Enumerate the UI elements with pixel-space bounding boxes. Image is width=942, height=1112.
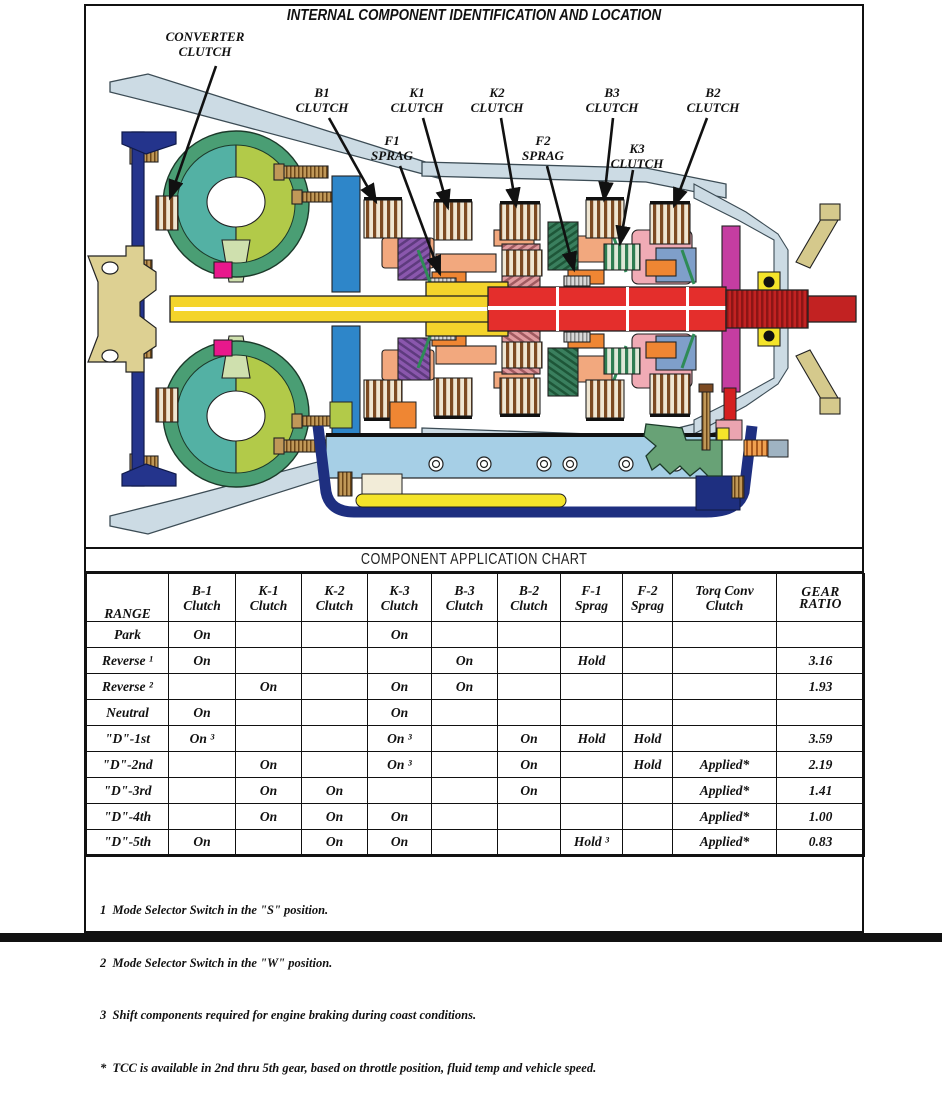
table-cell: Applied* xyxy=(673,804,777,830)
table-cell xyxy=(623,622,673,648)
k2-clutch-pack xyxy=(500,201,540,240)
page-title: INTERNAL COMPONENT IDENTIFICATION AND LOCATION xyxy=(286,7,662,24)
table-cell xyxy=(302,700,368,726)
range-cell: Reverse ¹ xyxy=(87,648,169,674)
table-cell: 3.16 xyxy=(777,648,865,674)
table-cell: On xyxy=(169,648,236,674)
table-cell: On xyxy=(236,752,302,778)
label-f2-sprag: F2 SPRAG xyxy=(522,133,564,163)
table-cell: On xyxy=(498,778,561,804)
table-cell xyxy=(432,752,498,778)
table-cell xyxy=(498,804,561,830)
converter-clutch-plates xyxy=(156,196,178,230)
table-cell xyxy=(236,726,302,752)
table-cell xyxy=(169,778,236,804)
table-cell xyxy=(623,804,673,830)
table-cell xyxy=(673,726,777,752)
table-cell xyxy=(302,648,368,674)
range-cell: "D"-2nd xyxy=(87,752,169,778)
table-row xyxy=(87,804,865,830)
table-cell: On xyxy=(368,700,432,726)
table-cell: On ³ xyxy=(368,752,432,778)
table-row xyxy=(87,700,865,726)
label-b2-clutch: B2 CLUTCH xyxy=(686,85,740,115)
table-row xyxy=(87,726,865,752)
table-cell xyxy=(673,622,777,648)
table-cell xyxy=(432,622,498,648)
column-header-k-2: K-2 Clutch xyxy=(302,574,368,622)
document-frame xyxy=(84,4,864,1075)
table-cell: On xyxy=(432,674,498,700)
table-cell xyxy=(368,648,432,674)
column-header-f-2: F-2 Sprag xyxy=(623,574,673,622)
table-cell xyxy=(673,648,777,674)
table-cell: On xyxy=(432,648,498,674)
output-bearing xyxy=(758,272,780,292)
parking-rod xyxy=(702,390,710,450)
table-cell xyxy=(498,648,561,674)
table-cell xyxy=(169,674,236,700)
table-cell: Applied* xyxy=(673,778,777,804)
b1-clutch-pack xyxy=(364,197,402,238)
table-cell xyxy=(498,622,561,648)
table-cell xyxy=(623,778,673,804)
label-b1-clutch: B1 CLUTCH xyxy=(295,85,349,115)
output-yoke xyxy=(796,204,840,268)
k3-clutch-pack xyxy=(604,244,640,270)
table-cell xyxy=(498,674,561,700)
table-cell: 3.59 xyxy=(777,726,865,752)
table-cell xyxy=(169,804,236,830)
table-cell: Applied* xyxy=(673,752,777,778)
table-cell xyxy=(673,700,777,726)
table-cell: On xyxy=(368,622,432,648)
table-row xyxy=(87,830,865,856)
column-header-f-1: F-1 Sprag xyxy=(561,574,623,622)
table-cell xyxy=(302,752,368,778)
table-cell xyxy=(561,700,623,726)
column-header-b-1: B-1 Clutch xyxy=(169,574,236,622)
table-cell xyxy=(432,700,498,726)
table-cell xyxy=(432,778,498,804)
table-cell: Applied* xyxy=(673,830,777,856)
table-cell: Hold ³ xyxy=(561,830,623,856)
component-application-table xyxy=(86,573,865,857)
label-b3-clutch: B3 CLUTCH xyxy=(585,85,639,115)
footnote-3: 3 Shift components required for engine braking during coast conditions. xyxy=(100,1008,477,1022)
column-header-gear: GEAR RATIO xyxy=(777,574,865,622)
k2-inner-pack xyxy=(502,250,542,276)
output-shaft xyxy=(488,287,856,331)
table-cell: On xyxy=(236,674,302,700)
table-cell xyxy=(561,804,623,830)
label-k1-clutch: K1 CLUTCH xyxy=(390,85,444,115)
table-row xyxy=(87,778,865,804)
table-cell: On xyxy=(368,674,432,700)
table-cell xyxy=(623,830,673,856)
table-cell xyxy=(777,700,865,726)
range-cell: "D"-3rd xyxy=(87,778,169,804)
column-header-k-3: K-3 Clutch xyxy=(368,574,432,622)
footnote-tcc: * TCC is available in 2nd thru 5th gear, based on throttle position, fluid temp and vehicle speed. xyxy=(100,1060,597,1075)
table-cell xyxy=(432,830,498,856)
table-cell: 1.93 xyxy=(777,674,865,700)
planetary-gear xyxy=(398,238,430,280)
b3-clutch-pack xyxy=(586,197,624,238)
table-cell: 1.41 xyxy=(777,778,865,804)
table-cell xyxy=(561,674,623,700)
table-row xyxy=(87,648,865,674)
footnote-1: 1 Mode Selector Switch in the "S" position. xyxy=(100,903,329,917)
table-cell: On ³ xyxy=(368,726,432,752)
table-cell xyxy=(368,778,432,804)
output-shaft-tip xyxy=(808,296,856,322)
table-cell xyxy=(302,674,368,700)
table-cell: 2.19 xyxy=(777,752,865,778)
chart-title-band xyxy=(86,547,862,573)
table-row xyxy=(87,674,865,700)
table-cell xyxy=(623,674,673,700)
table-cell xyxy=(673,674,777,700)
page-bottom-rule xyxy=(0,933,942,942)
footnotes xyxy=(86,857,862,1112)
footnote-2: 2 Mode Selector Switch in the "W" position. xyxy=(100,955,333,970)
table-cell xyxy=(498,700,561,726)
table-row xyxy=(87,752,865,778)
table-cell: Hold xyxy=(623,752,673,778)
range-cell: Reverse ² xyxy=(87,674,169,700)
range-cell: "D"-1st xyxy=(87,726,169,752)
label-f1-sprag: F1 SPRAG xyxy=(371,133,413,163)
table-cell xyxy=(777,622,865,648)
table-cell xyxy=(623,700,673,726)
table-cell: On xyxy=(302,804,368,830)
table-cell xyxy=(561,778,623,804)
column-header-b-2: B-2 Clutch xyxy=(498,574,561,622)
table-cell xyxy=(236,830,302,856)
table-cell: 0.83 xyxy=(777,830,865,856)
k1-clutch-pack xyxy=(434,199,472,240)
table-cell xyxy=(498,830,561,856)
table-cell: On xyxy=(498,726,561,752)
range-cell: Neutral xyxy=(87,700,169,726)
transmission-diagram xyxy=(86,24,862,547)
range-cell: Park xyxy=(87,622,169,648)
table-cell xyxy=(561,622,623,648)
table-cell: On xyxy=(236,804,302,830)
column-header-b-3: B-3 Clutch xyxy=(432,574,498,622)
governor-spring xyxy=(744,440,768,456)
crank-hub xyxy=(88,246,156,372)
table-cell xyxy=(236,700,302,726)
label-k3-clutch: K3 CLUTCH xyxy=(610,141,664,171)
table-cell xyxy=(432,804,498,830)
table-cell: On xyxy=(368,830,432,856)
range-cell: "D"-4th xyxy=(87,804,169,830)
table-cell: On xyxy=(302,778,368,804)
table-cell: On xyxy=(169,830,236,856)
table-cell xyxy=(302,622,368,648)
table-cell xyxy=(302,726,368,752)
table-cell: On xyxy=(169,700,236,726)
table-cell xyxy=(236,622,302,648)
table-cell: Hold xyxy=(561,648,623,674)
table-cell xyxy=(169,752,236,778)
table-cell: Hold xyxy=(623,726,673,752)
table-cell: On xyxy=(498,752,561,778)
label-converter-clutch: CONVERTER CLUTCH xyxy=(165,29,245,59)
label-k2-clutch: K2 CLUTCH xyxy=(470,85,524,115)
table-cell xyxy=(561,752,623,778)
b1-drum xyxy=(332,176,360,292)
table-cell xyxy=(236,648,302,674)
table-cell: 1.00 xyxy=(777,804,865,830)
oil-pickup xyxy=(356,494,566,507)
table-cell: Hold xyxy=(561,726,623,752)
table-cell xyxy=(432,726,498,752)
table-row xyxy=(87,622,865,648)
column-header-range: RANGE xyxy=(87,574,169,622)
output-spline xyxy=(726,290,808,328)
b2-clutch-pack xyxy=(650,201,690,244)
table-cell: On xyxy=(236,778,302,804)
table-cell: On xyxy=(302,830,368,856)
f2-sprag-element xyxy=(564,276,590,286)
chart-title: COMPONENT APPLICATION CHART xyxy=(360,551,588,568)
table-cell: On xyxy=(169,622,236,648)
column-header-torq-conv: Torq Conv Clutch xyxy=(673,574,777,622)
table-cell xyxy=(623,648,673,674)
table-cell: On ³ xyxy=(169,726,236,752)
oil-filter xyxy=(362,474,402,496)
table-cell: On xyxy=(368,804,432,830)
range-cell: "D"-5th xyxy=(87,830,169,856)
column-header-k-1: K-1 Clutch xyxy=(236,574,302,622)
